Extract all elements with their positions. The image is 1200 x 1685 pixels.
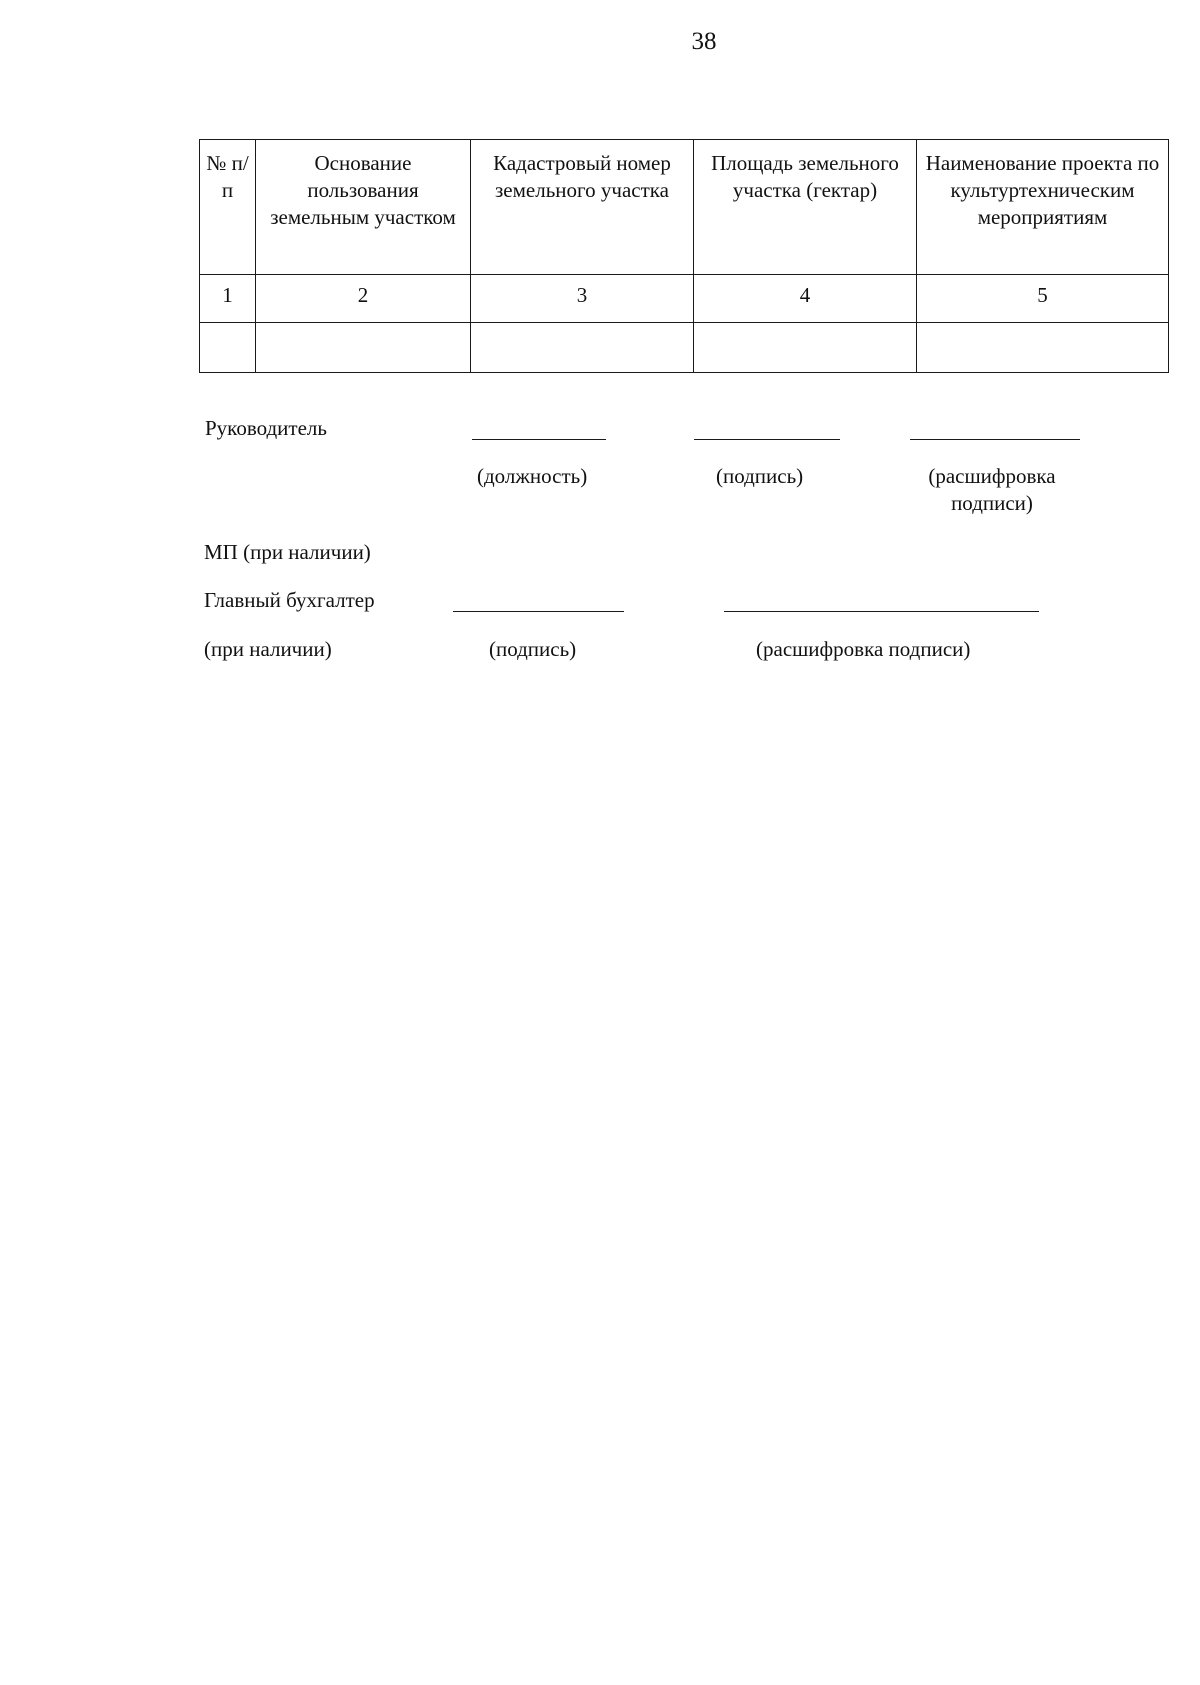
accountant-signature-line [453,611,624,612]
accountant-decoding-line [724,611,1039,612]
head-label: Руководитель [205,416,327,440]
decoding-caption-line1: (расшифровка [928,464,1056,488]
column-number: 2 [256,275,471,323]
header-project-name: Наименование проекта по культуртехническим мероприятиям [917,140,1169,275]
page-number: 38 [691,28,717,55]
header-basis: Основание пользования земельным участком [256,140,471,275]
header-area: Площадь земельного участка (гектар) [694,140,917,275]
decoding-line [910,439,1080,440]
accountant-note: (при наличии) [204,637,332,661]
column-number: 1 [200,275,256,323]
decoding-caption [912,463,1072,517]
column-number: 5 [917,275,1169,323]
accountant-decoding-caption: (расшифровка подписи) [756,637,971,661]
header-cadastral-number: Кадастровый номер земельного участка [471,140,694,275]
decoding-caption-line2: подписи) [951,491,1033,515]
table-header-row [200,140,1169,275]
table-cell [694,323,917,373]
signature-caption: (подпись) [716,464,804,488]
table-row [200,323,1169,373]
signature-line [694,439,840,440]
position-line [472,439,606,440]
header-number: № п/п [200,140,256,275]
stamp-label: МП (при наличии) [204,540,371,564]
table-cell [200,323,256,373]
position-caption: (должность) [477,464,588,488]
accountant-label: Главный бухгалтер [204,588,375,612]
table-cell [256,323,471,373]
column-number: 3 [471,275,694,323]
land-plot-table [199,139,1169,373]
column-numbers-row [200,275,1169,323]
accountant-signature-caption: (подпись) [489,637,577,661]
column-number: 4 [694,275,917,323]
table-cell [917,323,1169,373]
table-cell [471,323,694,373]
